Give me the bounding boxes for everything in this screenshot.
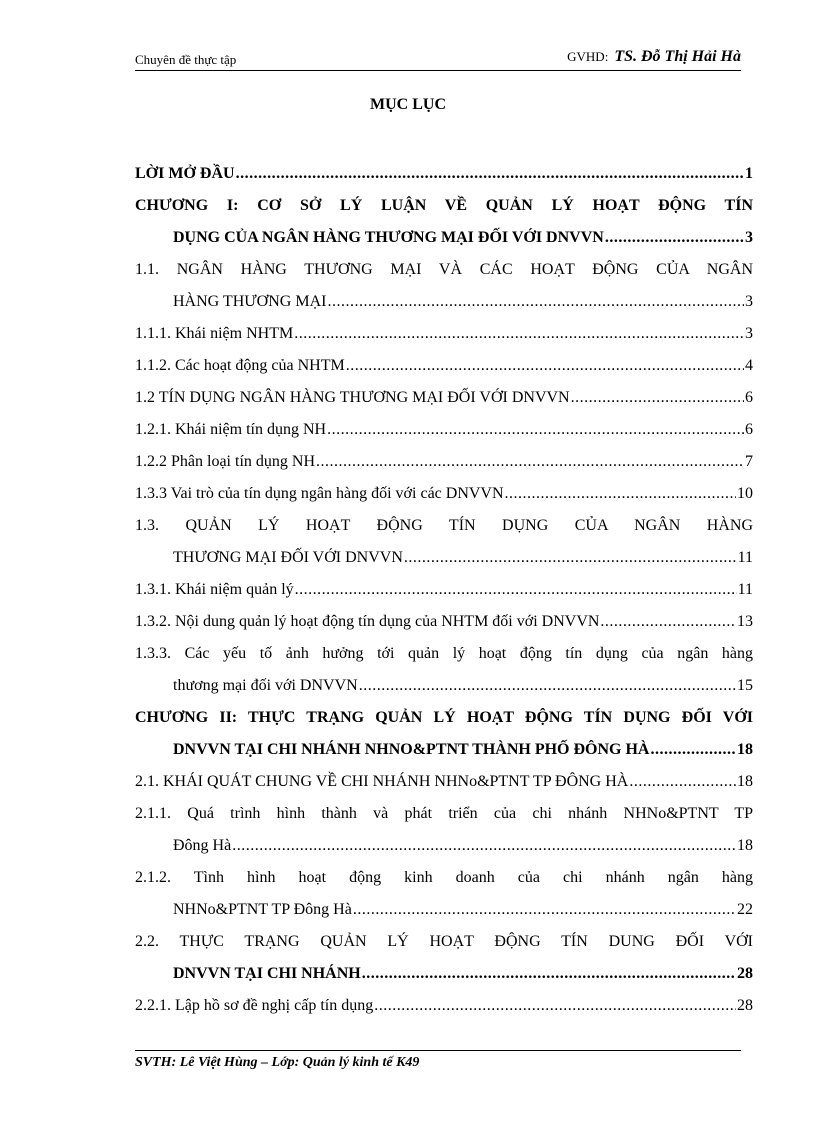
toc-entry-text: 1.2 TÍN DỤNG NGÂN HÀNG THƯƠNG MẠI ĐỐI VỚI DNVVN [135, 389, 570, 406]
toc-page-number: 18 [737, 837, 753, 854]
toc-page-number: 18 [737, 773, 753, 790]
dot-leader [353, 894, 736, 926]
toc-page-number: 6 [745, 421, 753, 438]
toc-entry[interactable] [135, 798, 753, 862]
toc-entry-text: 1.3.1. Khái niệm quản lý [135, 581, 294, 598]
dot-leader [505, 478, 736, 510]
toc-entry[interactable] [135, 318, 753, 350]
dot-leader [571, 382, 744, 414]
toc-entry-text: LỜI MỞ ĐẦU [135, 165, 235, 182]
dot-leader [362, 958, 736, 990]
toc-entry-text: 2.1. KHÁI QUÁT CHUNG VỀ CHI NHÁNH NHNo&PTNT TP ĐÔNG HÀ [135, 773, 629, 790]
toc-entry-text: 2.2. THỰC TRẠNG QUẢN LÝ HOẠT ĐỘNG TÍN DUNG ĐỐI VỚI [135, 933, 753, 950]
toc-entry-text: 1.3.3 Vai trò của tín dụng ngân hàng đối với các DNVVN [135, 485, 504, 502]
toc-page-number: 28 [737, 965, 753, 982]
toc-page-number: 22 [737, 901, 753, 918]
supervisor-label: GVHD: [567, 49, 609, 64]
dot-leader [295, 574, 737, 606]
toc-page-number: 6 [745, 389, 753, 406]
toc-page-number: 13 [737, 613, 753, 630]
table-of-contents [135, 158, 753, 1022]
dot-leader [374, 990, 736, 1022]
dot-leader [232, 830, 736, 862]
toc-entry-text: 1.2.1. Khái niệm tín dụng NH [135, 421, 327, 438]
dot-leader [346, 350, 744, 382]
toc-entry[interactable] [135, 702, 753, 766]
dot-leader [359, 670, 736, 702]
toc-entry[interactable] [135, 862, 753, 926]
toc-entry-text: CHƯƠNG I: CƠ SỞ LÝ LUẬN VỀ QUẢN LÝ HOẠT ĐỘNG TÍN [135, 197, 753, 214]
toc-entry-text: Đông Hà [173, 837, 232, 854]
toc-entry-text: 1.1.2. Các hoạt động của NHTM [135, 357, 345, 374]
dot-leader [316, 446, 744, 478]
page-footer: SVTH: Lê Việt Hùng – Lớp: Quản lý kinh tế K49 [135, 1050, 741, 1071]
toc-entry-text: 1.3.2. Nội dung quản lý hoạt động tín dụng của NHTM đối với DNVVN [135, 613, 600, 630]
toc-entry-text: DỤNG CỦA NGÂN HÀNG THƯƠNG MẠI ĐỐI VỚI DNVVN [173, 229, 604, 246]
dot-leader [650, 734, 736, 766]
page-header [135, 46, 741, 71]
toc-page-number: 3 [745, 229, 753, 246]
dot-leader [294, 318, 744, 350]
toc-entry-text: DNVVN TẠI CHI NHÁNH [173, 965, 361, 982]
toc-entry-text: 1.1.1. Khái niệm NHTM [135, 325, 294, 342]
dot-leader [327, 286, 744, 318]
toc-entry-text: 1.1. NGÂN HÀNG THƯƠNG MẠI VÀ CÁC HOẠT ĐỘNG CỦA NGÂN [135, 261, 753, 278]
toc-entry[interactable] [135, 638, 753, 702]
toc-entry-text: 1.3. QUẢN LÝ HOẠT ĐỘNG TÍN DỤNG CỦA NGÂN HÀNG [135, 517, 753, 534]
dot-leader [327, 414, 744, 446]
toc-entry[interactable] [135, 926, 753, 990]
toc-page-number: 4 [745, 357, 753, 374]
toc-entry[interactable] [135, 254, 753, 318]
toc-entry-text: CHƯƠNG II: THỰC TRẠNG QUẢN LÝ HOẠT ĐỘNG TÍN DỤNG ĐỐI VỚI [135, 709, 753, 726]
toc-entry[interactable] [135, 350, 753, 382]
toc-page-number: 3 [745, 325, 753, 342]
dot-leader [629, 766, 736, 798]
toc-entry[interactable] [135, 606, 753, 638]
toc-entry-text: 1.3.3. Các yếu tố ảnh hưởng tới quản lý hoạt động tín dụng của ngân hàng [135, 645, 753, 662]
toc-page-number: 7 [745, 453, 753, 470]
dot-leader [600, 606, 736, 638]
toc-page-number: 28 [737, 997, 753, 1014]
toc-entry[interactable] [135, 574, 753, 606]
toc-entry[interactable] [135, 158, 753, 190]
toc-entry-text: NHNo&PTNT TP Đông Hà [173, 901, 352, 918]
toc-entry-text: thương mại đối với DNVVN [173, 677, 358, 694]
toc-page-number: 11 [737, 581, 753, 598]
toc-entry[interactable] [135, 478, 753, 510]
supervisor-name: TS. Đỗ Thị Hải Hà [614, 48, 741, 65]
toc-entry[interactable] [135, 382, 753, 414]
header-supervisor [567, 48, 741, 66]
dot-leader [236, 158, 744, 190]
toc-page-number: 18 [737, 741, 753, 758]
toc-page-number: 11 [737, 549, 753, 566]
toc-entry-text: 2.1.2. Tình hình hoạt động kinh doanh của chi nhánh ngân hàng [135, 869, 753, 886]
toc-entry[interactable] [135, 766, 753, 798]
toc-page-number: 10 [737, 485, 753, 502]
dot-leader [605, 222, 744, 254]
header-document-type: Chuyên đề thực tập [135, 52, 237, 67]
toc-entry[interactable] [135, 414, 753, 446]
toc-entry-text: 2.1.1. Quá trình hình thành và phát triển của chi nhánh NHNo&PTNT TP [135, 805, 753, 822]
toc-entry[interactable] [135, 510, 753, 574]
dot-leader [404, 542, 737, 574]
toc-entry-text: DNVVN TẠI CHI NHÁNH NHNO&PTNT THÀNH PHỐ ĐÔNG HÀ [173, 741, 650, 758]
toc-entry[interactable] [135, 446, 753, 478]
page-title: MỤC LỤC [370, 96, 446, 113]
toc-entry-text: 2.2.1. Lập hồ sơ đề nghị cấp tín dụng [135, 997, 374, 1014]
toc-page-number: 15 [737, 677, 753, 694]
toc-page-number: 3 [745, 293, 753, 310]
toc-entry-text: 1.2.2 Phân loại tín dụng NH [135, 453, 315, 470]
toc-entry[interactable] [135, 190, 753, 254]
toc-entry[interactable] [135, 990, 753, 1022]
toc-page-number: 1 [745, 165, 753, 182]
toc-entry-text: HÀNG THƯƠNG MẠI [173, 293, 327, 310]
toc-entry-text: THƯƠNG MẠI ĐỐI VỚI DNVVN [173, 549, 403, 566]
